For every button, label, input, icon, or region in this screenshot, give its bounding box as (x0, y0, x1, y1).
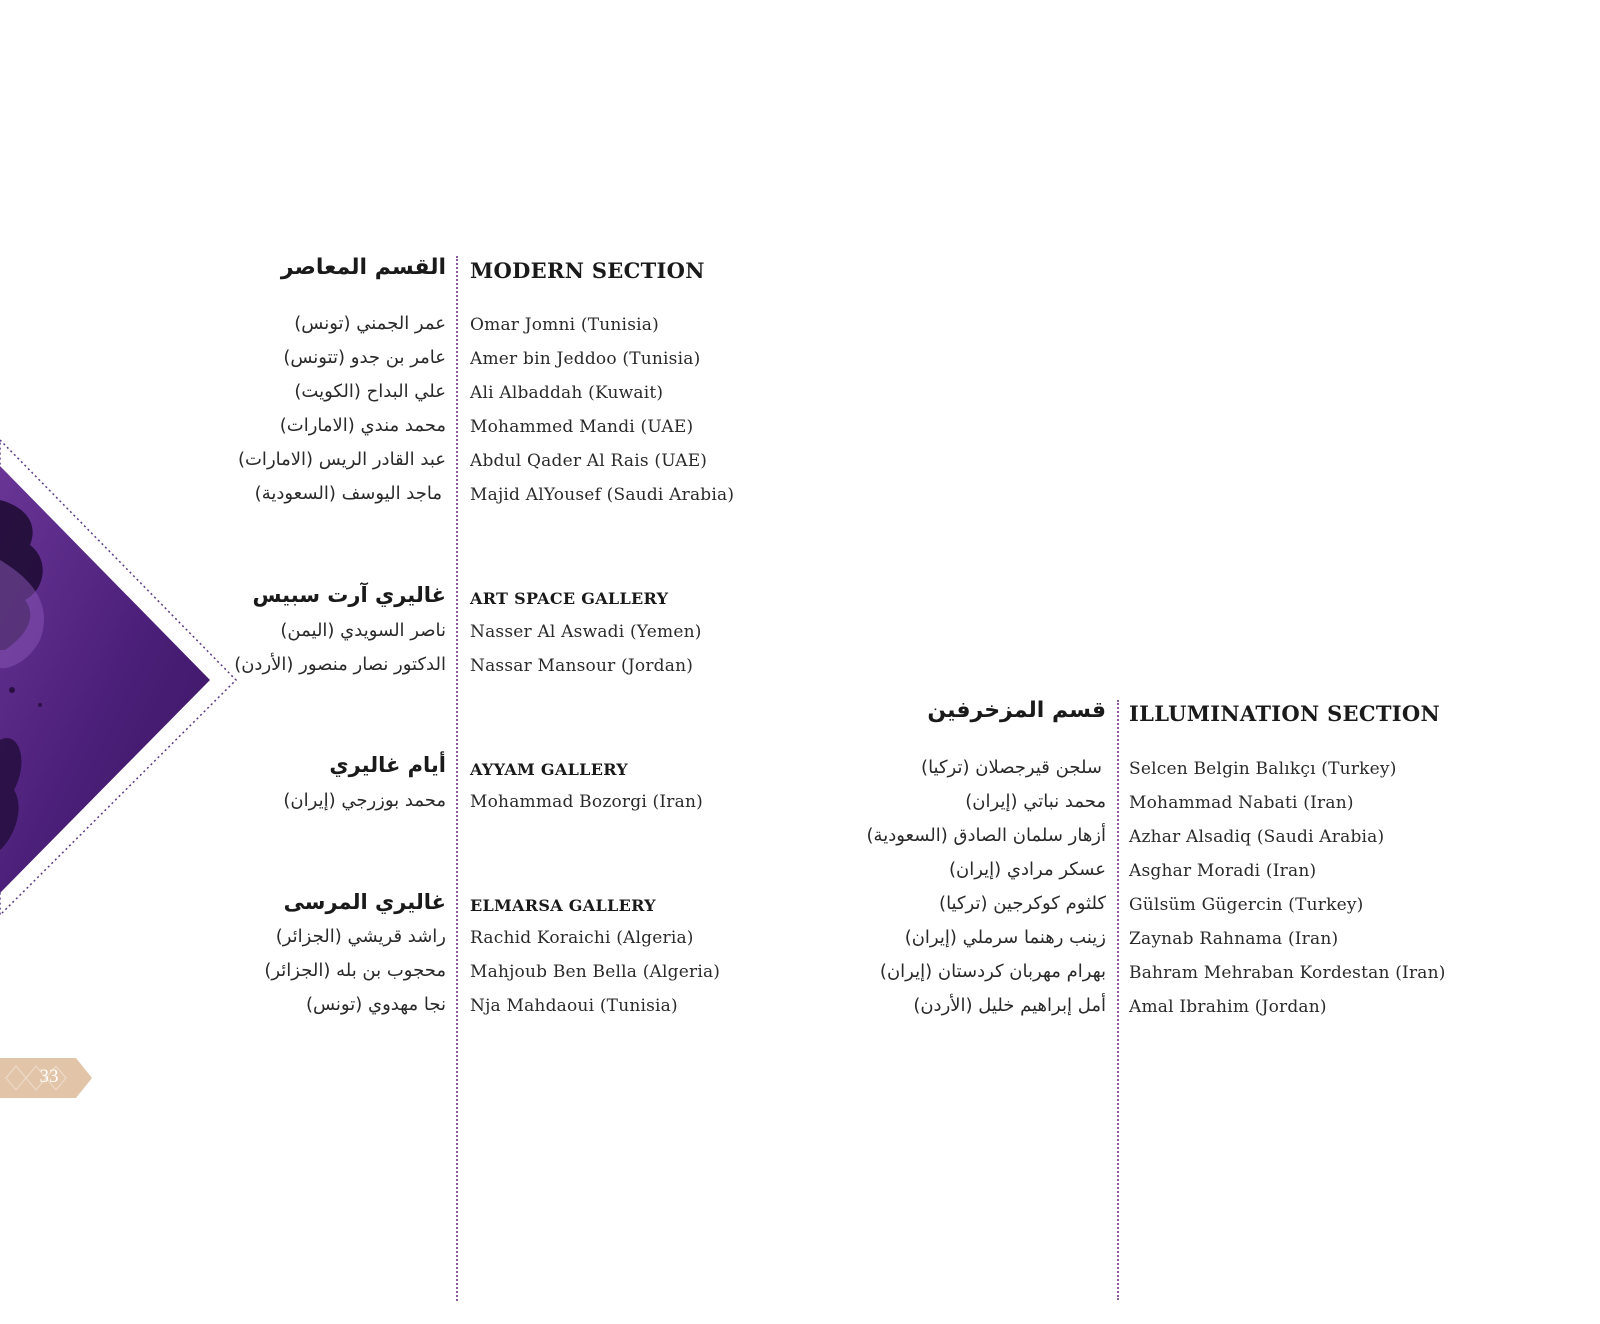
art-space-heading-en: ART SPACE GALLERY (470, 589, 669, 608)
artist-name-ar: علي البداح (الكويت) (294, 381, 446, 402)
artist-name-ar: راشد قريشي (الجزائر) (275, 926, 446, 947)
artist-name-en: Ali Albaddah (Kuwait) (470, 383, 664, 403)
page-number: 33 (39, 1066, 59, 1087)
artist-name-en: Asghar Moradi (Iran) (1129, 861, 1317, 881)
artist-name-ar: زينب رهنما سرملي (إيران) (904, 927, 1106, 948)
modern-heading-en: MODERN SECTION (470, 258, 705, 283)
artist-name-en: Azhar Alsadiq (Saudi Arabia) (1129, 827, 1385, 847)
artist-name-ar: كلثوم كوكرجين (تركيا) (939, 893, 1106, 914)
artist-name-ar: نجا مهدوي (تونس) (305, 994, 446, 1015)
artist-name-en: Zaynab Rahnama (Iran) (1129, 929, 1339, 949)
column-divider-left (456, 256, 458, 1301)
artist-name-en: Rachid Koraichi (Algeria) (470, 928, 694, 948)
artist-name-ar: أمل إبراهيم خليل (الأردن) (913, 995, 1106, 1016)
elmarsa-heading-ar: غاليري المرسى (283, 890, 446, 914)
artist-name-ar: الدكتور نصار منصور (الأردن) (234, 654, 446, 675)
artist-name-ar: ناصر السويدي (اليمن) (280, 620, 446, 641)
artist-name-ar: عمر الجمني (تونس) (294, 313, 446, 334)
artist-name-ar: بهرام مهربان كردستان (إيران) (879, 961, 1106, 982)
artist-name-en: Bahram Mehraban Kordestan (Iran) (1129, 963, 1446, 983)
artist-name-en: Mohammad Bozorgi (Iran) (470, 792, 703, 812)
artist-name-en: Nasser Al Aswadi (Yemen) (470, 622, 702, 642)
modern-heading-ar: القسم المعاصر (280, 255, 446, 280)
elmarsa-heading-en: ELMARSA GALLERY (470, 896, 656, 915)
artist-name-ar: محجوب بن بله (الجزائر) (264, 960, 446, 981)
ayyam-heading-en: AYYAM GALLERY (470, 760, 629, 779)
artist-name-en: Mohammad Nabati (Iran) (1129, 793, 1354, 813)
illumination-heading-en: ILLUMINATION SECTION (1129, 701, 1441, 726)
artist-name-ar: أزهار سلمان الصادق (السعودية) (866, 825, 1106, 846)
artist-name-ar: محمد مندي (الامارات) (279, 415, 446, 436)
artist-name-en: Amal Ibrahim (Jordan) (1129, 997, 1327, 1017)
artist-name-en: Abdul Qader Al Rais (UAE) (470, 451, 708, 471)
ayyam-heading-ar: أيام غاليري (329, 753, 446, 777)
artist-name-en: Gülsüm Gügercin (Turkey) (1129, 895, 1364, 915)
artist-name-ar: عامر بن جدو (تتونس) (283, 347, 446, 368)
illumination-heading-ar: قسم المزخرفين (927, 698, 1106, 723)
artist-name-ar: عسكر مرادي (إيران) (949, 859, 1106, 880)
artist-name-en: Mahjoub Ben Bella (Algeria) (470, 962, 721, 982)
artist-name-en: Mohammed Mandi (UAE) (470, 417, 694, 437)
artist-name-ar: محمد نباتي (إيران) (965, 791, 1106, 812)
artist-name-en: Selcen Belgin Balıkçı (Turkey) (1129, 759, 1397, 779)
artist-name-ar: عبد القادر الريس (الامارات) (237, 449, 446, 470)
artist-name-en: Nja Mahdaoui (Tunisia) (470, 996, 678, 1016)
portrait-artwork (0, 0, 260, 960)
column-divider-right (1117, 700, 1119, 1300)
artist-name-en: Omar Jomni (Tunisia) (470, 315, 659, 335)
artist-name-en: Nassar Mansour (Jordan) (470, 656, 694, 676)
art-space-heading-ar: غاليري آرت سبيس (252, 583, 446, 607)
artist-name-en: Majid AlYousef (Saudi Arabia) (470, 485, 735, 505)
artist-name-en: Amer bin Jeddoo (Tunisia) (470, 349, 701, 369)
artist-name-ar: سلجن قيرجصلان (تركيا) (921, 757, 1102, 778)
artist-name-ar: محمد بوزرجي (إيران) (283, 790, 446, 811)
artist-name-ar: ماجد اليوسف (السعودية) (254, 483, 442, 504)
